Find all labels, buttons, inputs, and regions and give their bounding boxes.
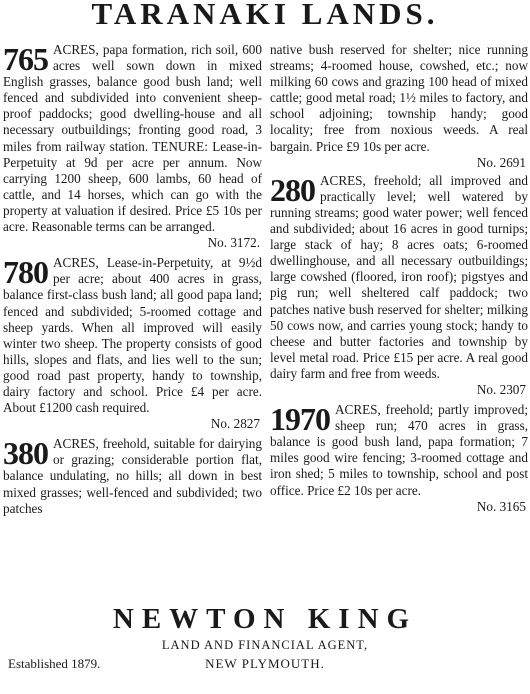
right-column (270, 42, 528, 519)
agent-name: NEWTON KING (112, 603, 418, 635)
agent-title: LAND AND FINANCIAL AGENT, (161, 638, 369, 652)
established-line: Established 1879. (8, 656, 101, 671)
acreage-figure: 765 (3, 41, 48, 77)
acreage-figure: 1970 (270, 401, 330, 438)
listing-text: ACRES, freehold, suitable for dairying or grazing; considerable portion flat, balance undulating, no hills; all down in best mixed grasses; well-fenced and subdivided; two patches (3, 436, 262, 516)
listing-380-acres-continued (270, 42, 528, 171)
listing-ref: No. 2307 (476, 381, 526, 397)
listing-ref: No. 2827 (210, 416, 260, 432)
agent-town: NEW PLYMOUTH. (205, 656, 325, 671)
left-column (3, 42, 262, 521)
listing-765-acres (3, 42, 262, 251)
listing-380-acres (3, 436, 262, 516)
listing-text: ACRES, freehold; partly improved; sheep run; 470 acres in grass, balance is good bush land, papa formation; 7 miles good wire fencing; 3-roomed cottage and iron shed; 5 miles to township, school and post office. Price £2 10s per acre. (270, 402, 528, 498)
listing-ref: No. 2691 (476, 154, 526, 170)
listing-ref: No. 3172. (207, 235, 260, 251)
listing-280-acres (270, 173, 528, 398)
listing-text: ACRES, freehold; all improved and practically level; well watered by running streams; good water power; well fenced and subdivided; about 16 acres in good turnips; large stack of hay; 8 acres oats; 6-roomed dwellinghouse, and all necessary outbuildings; large cowshed (floored, iron roof); pigstyes and pig run; well sheltered calf paddock; two patches native bush reserved for shelter; milking 50 cows now, and carries young stock; handy to cheese and butter factories and township by level metal road. Price £15 per acre. A real good dairy farm and free from weeds. (270, 172, 528, 381)
acreage-figure: 780 (3, 254, 48, 291)
listing-ref: No. 3165 (476, 498, 526, 514)
listing-text: ACRES, papa formation, rich soil, 600 acres well sown down in mixed English grasses, balance good bush land; well fenced and subdivided into convenient sheep-proof paddocks; good dwelling-house and all necessary outbuildings; fronting good road, 3 miles from railway station. TENURE: Lease-in-Perpetuity at 9d per acre per annum. Now carrying 1200 sheep, 600 lambs, 60 head of cattle, and 14 horses, which can go with the property at valuation if desired. Price £5 10s per acre. Reasonable terms can be arranged. (3, 42, 262, 235)
listing-text: native bush reserved for shelter; nice running streams; 4-roomed house, cowshed, etc.; now milking 60 cows and grazing 100 head of mixed cattle; good metal road; 1½ miles to factory, and school adjoining; township handy; good locality; free from noxious weeds. A real bargain. Price £9 10s per acre. (270, 42, 528, 154)
acreage-figure: 280 (270, 171, 315, 208)
listing-1970-acres (270, 402, 528, 515)
listing-text: ACRES, Lease-in-Perpetuity, at 9½d per acre; about 400 acres in grass, balance first-class bush land; all good papa land; fenced and subdivided; 5-roomed cottage and sheep yards. When all improved will easily winter two sheep. The property consists of good hills, slopes and flats, and lies well to the sun; good road past property, handy to township, dairy factory and school. Price £4 per acre. About £1200 cash required. (3, 255, 262, 416)
acreage-figure: 380 (3, 435, 48, 472)
listing-780-acres (3, 255, 262, 432)
page-heading: TARANAKI LANDS. (91, 0, 439, 31)
